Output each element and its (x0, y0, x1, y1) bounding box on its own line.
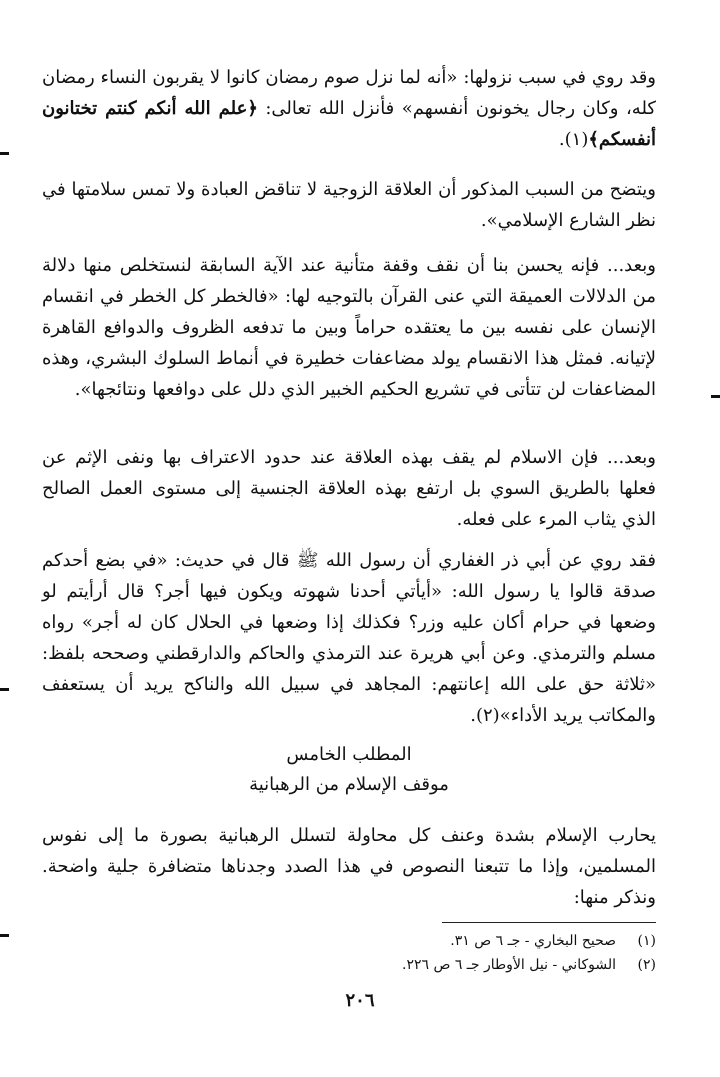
section-label: المطلب الخامس (286, 744, 412, 765)
paragraph-hadith: فقد روي عن أبي ذر الغفاري أن رسول الله ﷺ قال في حديث: «في بضع أحدكم صدقة قالوا يا رسول الله: «أيأتي أحدنا شهوته ويكون فيها أجر؟ قال أرأيتم لو وضعها في حرام أكان عليه وزر؟ فكذلك إذا وضعها في الحلال كان له أجر» رواه مسلم والترمذي. وعن أبي هريرة عند الترمذي والحاكم والدارقطني وصححه بلفظ: «ثلاثة حق على الله إعانتهم: المجاهد في سبيل الله والناكح يريد أن يستعفف والمكاتب يريد الأداء»(٢). (42, 550, 656, 726)
footnote-1-text: صحيح البخاري - جـ ٦ ص ٣١. (450, 933, 616, 949)
scan-edge-mark (0, 152, 9, 155)
quran-verse: ﴿علم الله أنكم كنتم تختانون أنفسكم﴾ (42, 98, 656, 150)
scan-edge-mark (0, 934, 9, 937)
scan-edge-mark (0, 688, 9, 691)
footnote-ref-1: (١). (558, 129, 589, 150)
footnote-1-number: (١) (637, 933, 656, 949)
footnote-2-number: (٢) (637, 957, 656, 973)
footnote-separator (442, 922, 656, 923)
paragraph-revelation-cause (42, 62, 656, 155)
footnote-2 (42, 953, 656, 977)
section-title: موقف الإسلام من الرهبانية (249, 774, 449, 795)
footnote-2-text: الشوكاني - نيل الأوطار جـ ٦ ص ٢٢٦. (401, 957, 616, 973)
paragraph-verse-reflection: وبعد... فإنه يحسن بنا أن نقف وقفة متأنية عند الآية السابقة لنستخلص منها دلالة من الدلالات العميقة التي عنى القرآن بالتوجيه لها: «فالخطر كل الخطر في انقسام الإنسان على نفسه بين ما يعتقده حراماً وبين ما تدفعه الظروف والدوافع القاهرة لإتيانه. فمثل هذا الانقسام يولد مضاعفات خطيرة في أنماط السلوك البشري، وهذه المضاعفات لن تتأتى في تشريع الحكيم الخبير الذي دلل على دوافعها ونتائجها». (42, 255, 656, 400)
footnote-1 (42, 929, 656, 953)
page-number: ٢٠٦ (345, 990, 375, 1011)
paragraph-revelation-cause-text: وقد روي في سبب نزولها: «أنه لما نزل صوم رمضان كانوا لا يقربون النساء رمضان كله، وكان رجال يخونون أنفسهم» فأنزل الله تعالى: (42, 67, 656, 119)
scan-edge-mark (711, 395, 720, 398)
paragraph-marital-relation: ويتضح من السبب المذكور أن العلاقة الزوجية لا تناقض العبادة ولا تمس سلامتها في نظر الشارع الإسلامي». (42, 179, 656, 231)
paragraph-monasticism: يحارب الإسلام بشدة وعنف كل محاولة لتسلل الرهبانية بصورة ما إلى نفوس المسلمين، وإذا ما تتبعنا النصوص في هذا الصدد وجدناها متضافرة جلية واضحة. ونذكر منها: (42, 825, 656, 908)
paragraph-righteous-deed: وبعد... فإن الاسلام لم يقف بهذه العلاقة عند حدود الاعتراف بها ونفى الإثم عن فعلها بالطريق السوي بل ارتفع بهذه العلاقة الجنسية إلى مستوى العمل الصالح الذي يثاب المرء على فعله. (42, 447, 656, 530)
